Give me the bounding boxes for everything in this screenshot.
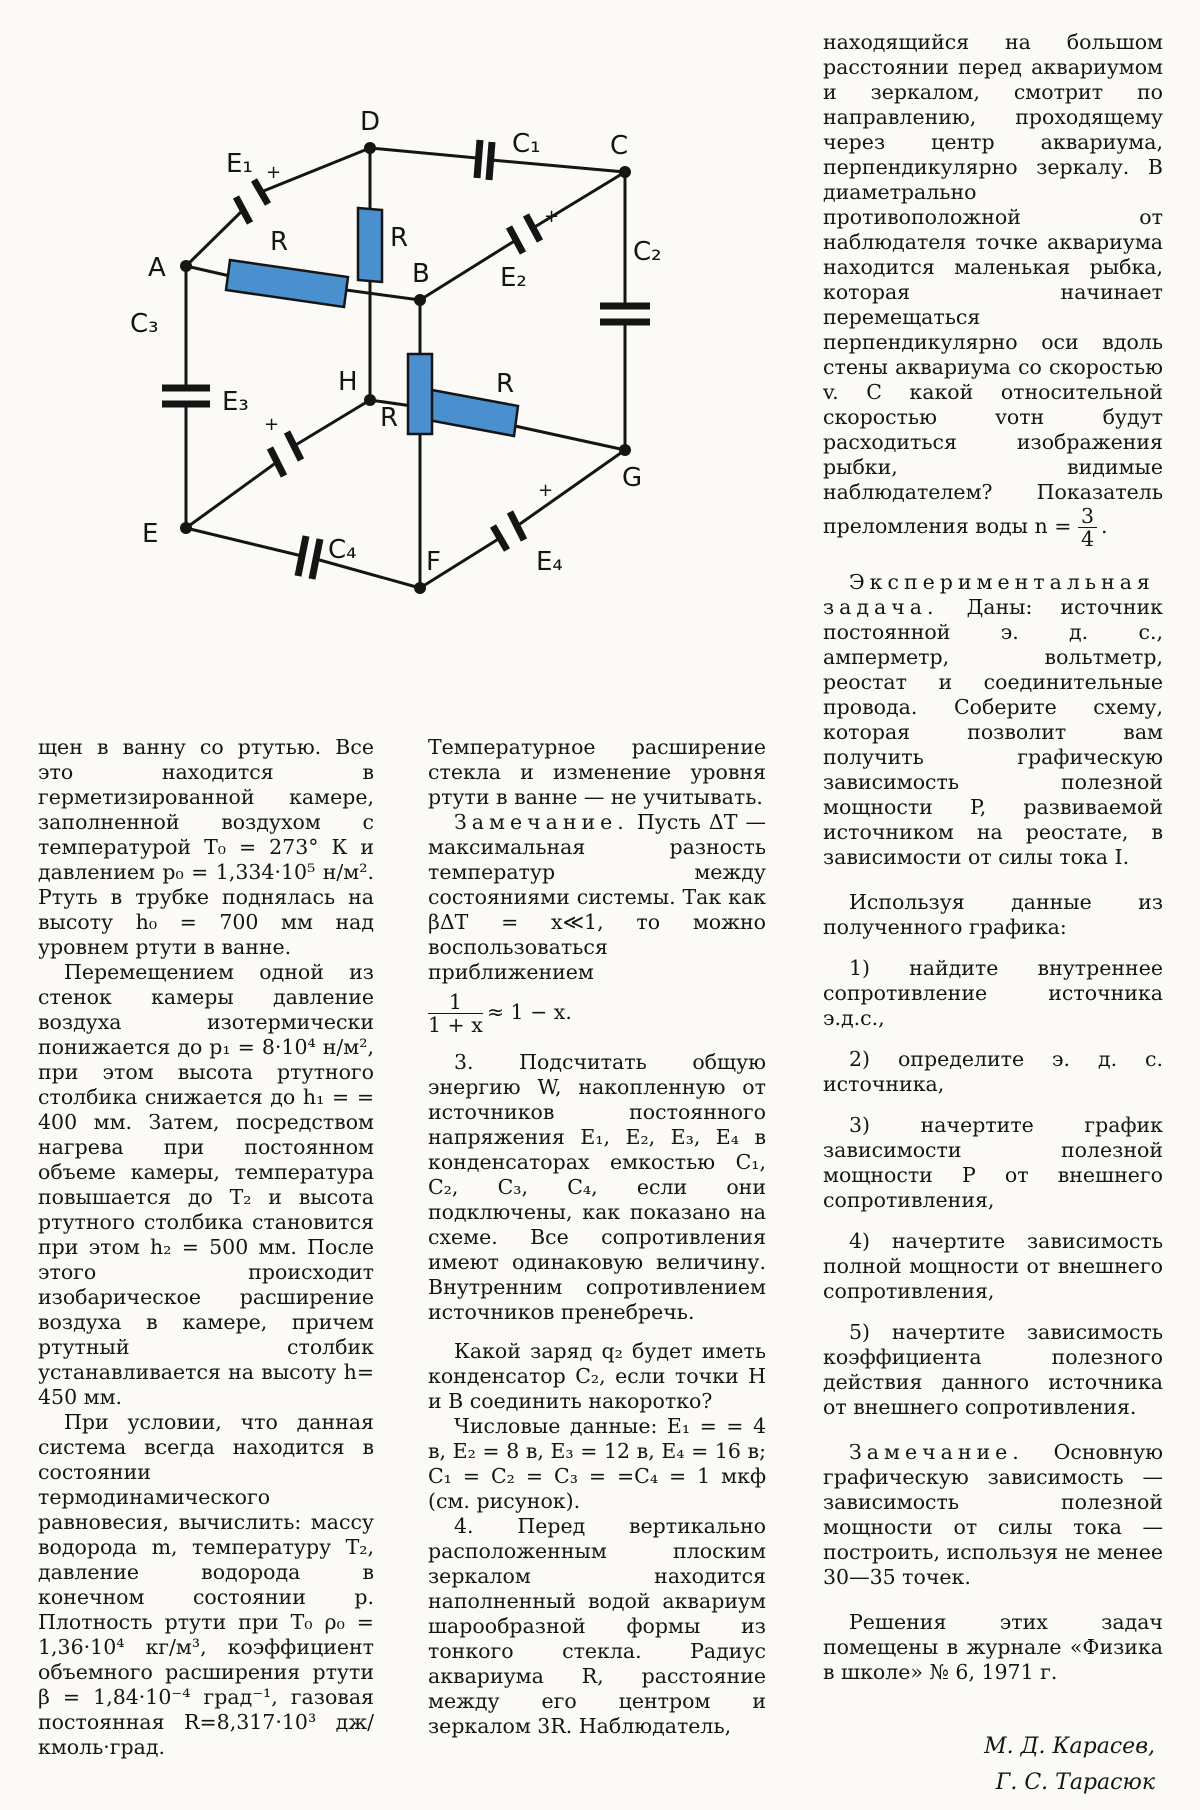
col3-using-data: Используя данные из полученного графика: (823, 890, 1163, 939)
column-3 (823, 30, 1163, 1801)
resistor-r1 (226, 260, 348, 307)
col3-paragraph-1 (823, 30, 1163, 550)
label-r3: R (496, 369, 515, 399)
label-e4: E₄ (536, 547, 563, 577)
col2-formula-num: 1 (428, 991, 483, 1014)
resistor-r2 (358, 208, 382, 282)
col1-paragraph-3: При условии, что данная система всегда находится в состоянии термодинамического равновесия, вычислить: массу водорода m, температуру T₂, давление водорода в конечном состоянии p. Плотность ртути при T₀ ρ₀ = 1,36·10⁴ кг/м³, коэффициент объемного расширения ртути β = 1,84·10⁻⁴ град⁻¹, газовая постоянная R=8,317·10³ дж/кмоль·град. (38, 1410, 374, 1759)
label-g: G (622, 463, 643, 493)
col2-problem-3: 3. Подсчитать общую энергию W, накопленную от источников постоянного напряжения E₁, E₂, E₃, E₄ в конденсаторах емкостью C₁, C₂, C₃, C₄, если они подключены, как показано на схеме. Все сопротивления имеют одинаковую величину. Внутренним сопротивлением источников пренебречь. (428, 1050, 766, 1324)
col3-note-text: Основную графическую зависимость — зависимость полезной мощности от силы тока — построить, используя не менее 30—35 точек. (823, 1440, 1163, 1589)
author-1: М. Д. Карасев, (984, 1734, 1155, 1759)
col2-formula-fraction (428, 991, 483, 1036)
col2-formula-rhs: ≈ 1 − x. (486, 1000, 572, 1024)
label-r1: R (270, 227, 289, 257)
col3-list-item: 2) определите э. д. с. источника, (823, 1047, 1163, 1096)
circuit-diagram (130, 110, 690, 630)
col3-list-item: 5) начертите зависимость коэффициента полезного действия данного источника от внешнего сопротивления. (823, 1320, 1163, 1419)
col3-paragraph-1-text: находящийся на большом расстоянии перед аквариумом и зеркалом, смотрит по направлению, проходящему через центр аквариума, перпендикулярно зеркалу. В диаметрально противоположной от наблюдателя точке аквариума находится маленькая рыбка, которая начинает перемещаться перпендикулярно оси вдоль стены аквариума со скоростью v. С какой относительной скоростью vотн будут расходиться изображения рыбки, видимые наблюдателем? Показатель преломления воды (823, 30, 1163, 538)
label-c3: C₃ (130, 309, 159, 339)
col3-experimental-label: Экспериментальная задача. (823, 570, 1155, 619)
col3-n-num: 3 (1078, 505, 1097, 528)
col2-formula-den: 1 + x (428, 1013, 483, 1037)
label-e: E (142, 519, 159, 549)
label-f: F (426, 547, 441, 577)
column-2 (428, 735, 766, 1739)
label-c2: C₂ (633, 237, 662, 267)
label-c: C (610, 131, 629, 161)
author-2: Г. С. Тарасюк (995, 1770, 1155, 1795)
col3-experimental-task (823, 570, 1163, 870)
col2-note-label: Замечание. (454, 810, 629, 834)
label-r4: R (380, 403, 399, 433)
col2-note (428, 810, 766, 985)
col1-paragraph-2: Перемещением одной из стенок камеры давление воздуха изотермически понижается до p₁ = 8·10⁴ н/м², при этом высота ртутного столбика снижается до h₁ = = 400 мм. Затем, посредством нагрева при постоянном объеме камеры, температура повышается до T₂ и высота ртутного столбика становится при этом h₂ = 500 мм. После этого происходит изобарическое расширение воздуха в камере, причем ртутный столбик устанавливается на высоту h= 450 мм. (38, 960, 374, 1409)
label-b: B (412, 259, 430, 289)
col1-paragraph-1: щен в ванну со ртутью. Все это находится в герметизированной камере, заполненной воздухом с температурой T₀ = 273° К и давлением p₀ = 1,334·10⁵ н/м². Ртуть в трубке поднялась на высоту h₀ = 700 мм над уровнем ртути в ванне. (38, 735, 374, 959)
col2-problem-4: 4. Перед вертикально расположенным плоским зеркалом находится наполненный водой аквариум шарообразной формы из тонкого стекла. Радиус аквариума R, расстояние между его центром и зеркалом 3R. Наблюдатель, (428, 1514, 766, 1738)
col3-list-item: 4) начертите зависимость полной мощности от внешнего сопротивления, (823, 1229, 1163, 1303)
col3-n-tail: . (1101, 514, 1108, 538)
authors (823, 1729, 1163, 1801)
col2-paragraph-1: Температурное расширение стекла и изменение уровня ртути в ванне — не учитывать. (428, 735, 766, 809)
label-c1: C₁ (512, 129, 541, 159)
col3-note (823, 1440, 1163, 1590)
label-c4: C₄ (328, 535, 357, 565)
label-a: A (148, 253, 166, 283)
label-d: D (360, 110, 381, 137)
plus-e1: + (266, 162, 282, 183)
column-1 (38, 735, 374, 1760)
col3-n-den: 4 (1080, 527, 1094, 551)
label-e2: E₂ (500, 263, 527, 293)
plus-e3: + (264, 414, 280, 435)
col2-note-text: Пусть ΔT — максимальная разность температур между состояниями системы. Так как βΔT = x≪1, то можно воспользоваться приближением (428, 810, 766, 984)
label-e1: E₁ (226, 149, 253, 179)
col2-numeric-data: Числовые данные: E₁ = = 4 в, E₂ = 8 в, E₃ = 12 в, E₄ = 16 в; C₁ = C₂ = C₃ = =C₄ = 1 мкф (см. рисунок). (428, 1414, 766, 1513)
plus-e4: + (538, 480, 554, 501)
label-h: H (338, 367, 358, 397)
col3-note-label: Замечание. (849, 1440, 1024, 1464)
col3-list-item: 3) начертите график зависимости полезной мощности P от внешнего сопротивления, (823, 1113, 1163, 1212)
label-e3: E₃ (222, 387, 249, 417)
col3-n-lhs: n = (1034, 514, 1072, 538)
col3-solutions-reference: Решения этих задач помещены в журнале «Физика в школе» № 6, 1971 г. (823, 1610, 1163, 1684)
col3-list-item: 1) найдите внутреннее сопротивление источника э.д.с., (823, 956, 1163, 1030)
col2-formula (428, 991, 766, 1036)
plus-e2: + (544, 206, 560, 227)
resistor-r4 (408, 354, 432, 434)
col3-n-fraction (1078, 505, 1097, 550)
label-r2: R (390, 223, 409, 253)
col3-experimental-text: Даны: источник постоянной э. д. с., амперметр, вольтметр, реостат и соединительные провода. Соберите схему, которая позволит вам получить графическую зависимость полезной мощности P, развиваемой источником на реостате, в зависимости от силы тока I. (823, 595, 1163, 869)
col2-question: Какой заряд q₂ будет иметь конденсатор C₂, если точки H и B соединить накоротко? (428, 1339, 766, 1413)
